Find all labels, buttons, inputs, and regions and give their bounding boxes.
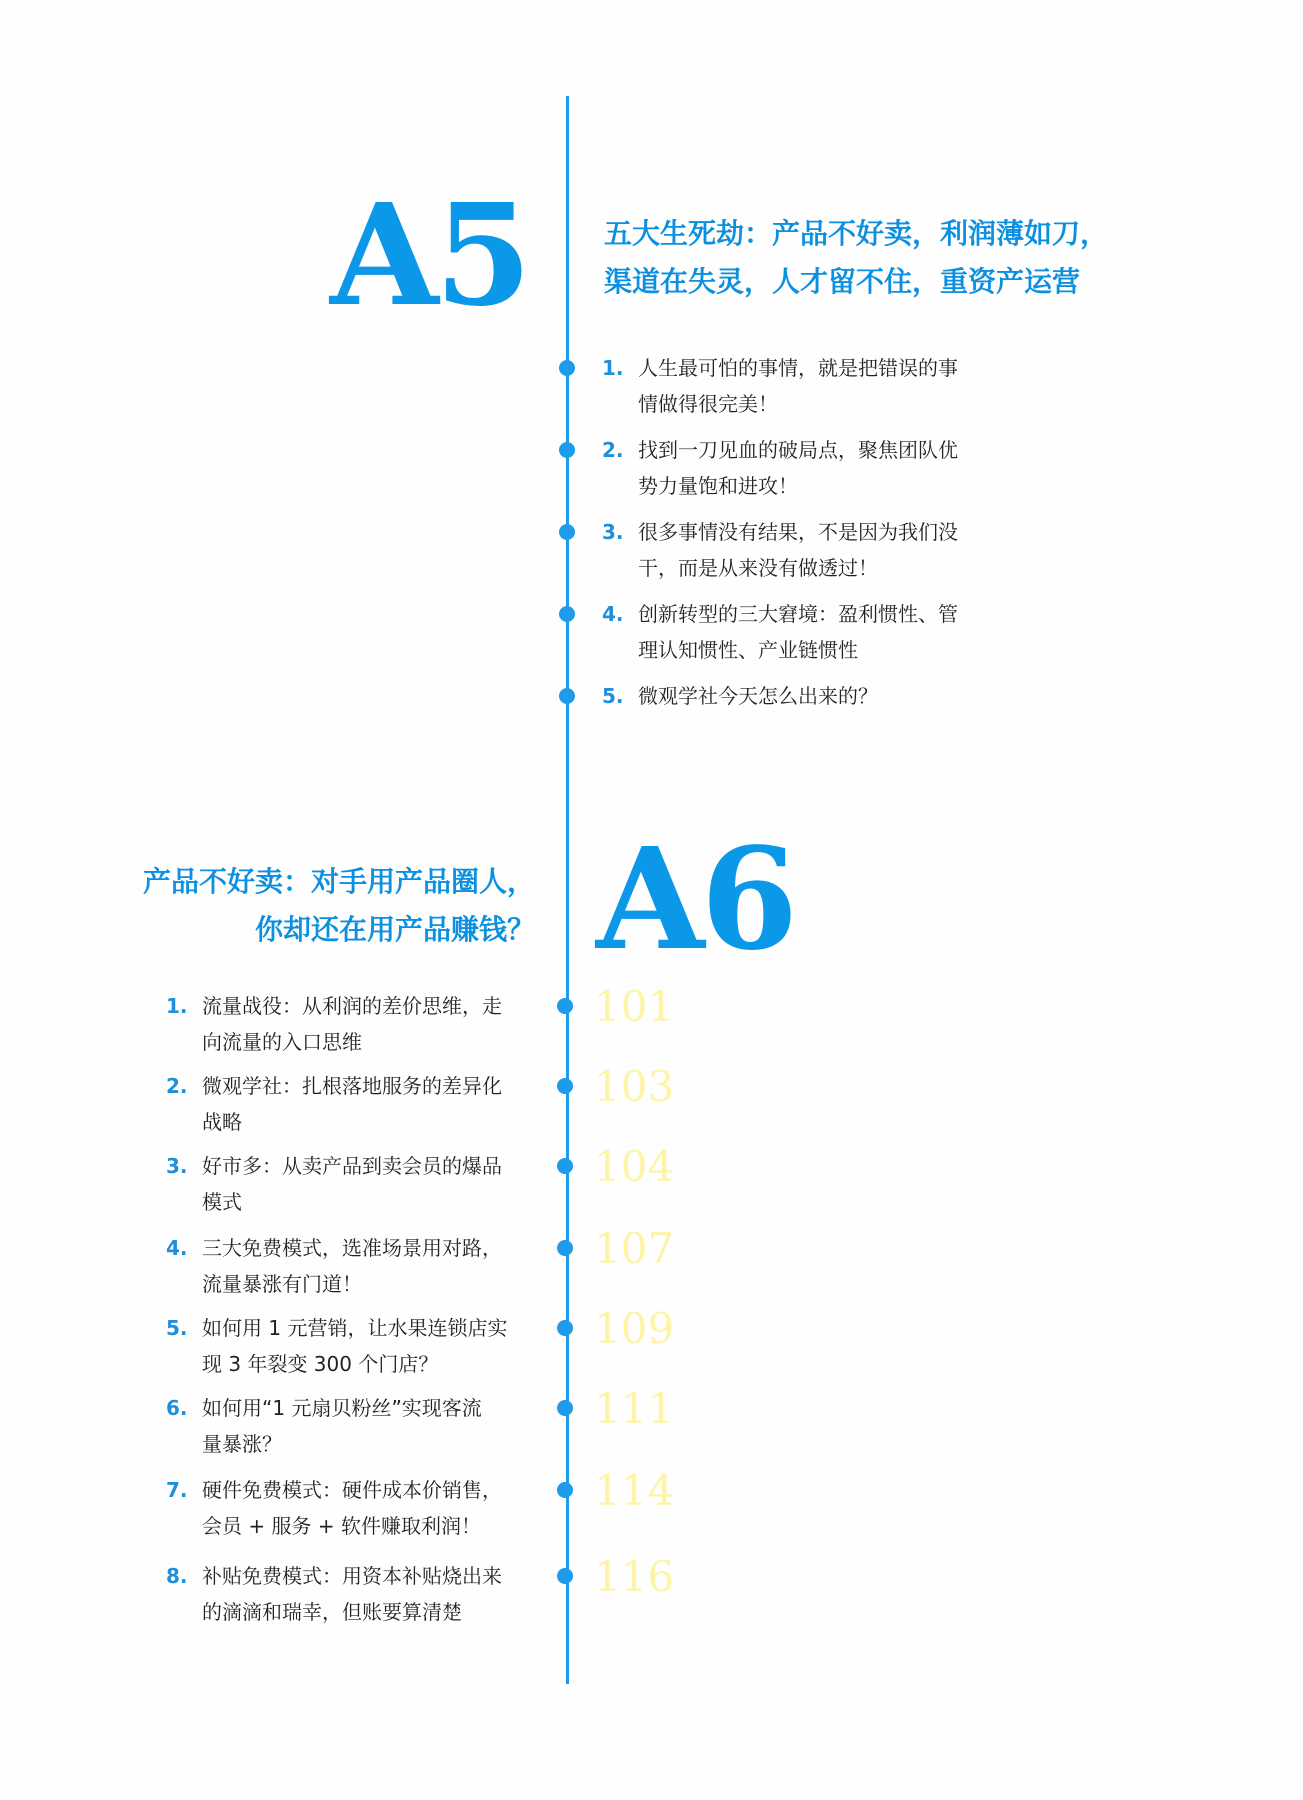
item-title: 硬件免费模式：硬件成本价销售， 会员 + 服务 + 软件赚取利润！: [202, 1478, 502, 1538]
item-number: 6.: [166, 1396, 188, 1420]
item-title: 如何用 1 元营销，让水果连锁店实 现 3 年裂变 300 个门店？: [202, 1316, 508, 1376]
item-number: 3.: [602, 520, 624, 544]
item-number: 4.: [602, 602, 624, 626]
timeline-dot: [557, 1400, 573, 1416]
timeline-dot: [559, 442, 575, 458]
item-number: 1.: [166, 994, 188, 1018]
timeline-dot: [557, 1568, 573, 1584]
item-number: 8.: [166, 1564, 188, 1588]
section-a6-title-line1: 产品不好卖：对手用产品圈人，: [142, 865, 535, 898]
page-number: 116: [594, 1552, 675, 1601]
item-number: 1.: [602, 356, 624, 380]
timeline-dot: [557, 1078, 573, 1094]
item-title: 人生最可怕的事情，就是把错误的事 情做得很完美！: [638, 356, 958, 416]
item-title: 三大免费模式，选准场景用对路， 流量暴涨有门道！: [202, 1236, 502, 1296]
item-title: 流量战役：从利润的差价思维，走 向流量的入口思维: [202, 994, 502, 1054]
page-number: 104: [594, 1142, 675, 1191]
item-number: 2.: [166, 1074, 188, 1098]
item-number: 2.: [602, 438, 624, 462]
item-number: 7.: [166, 1478, 188, 1502]
section-a5-title-line1: 五大生死劫：产品不好卖，利润薄如刀，: [604, 217, 1109, 250]
page-number: 111: [594, 1384, 675, 1433]
item-number: 5.: [602, 684, 624, 708]
item-number: 5.: [166, 1316, 188, 1340]
timeline-dot: [559, 360, 575, 376]
item-title: 很多事情没有结果，不是因为我们没 干，而是从来没有做透过！: [638, 520, 958, 580]
page-number: 109: [594, 1304, 675, 1353]
section-a5-label: A5: [330, 174, 529, 338]
timeline-dot: [559, 606, 575, 622]
section-a6-title: [143, 858, 535, 954]
section-a6-label: A6: [596, 818, 795, 982]
page-number: 101: [594, 982, 675, 1031]
item-number: 3.: [166, 1154, 188, 1178]
timeline-dot: [557, 1158, 573, 1174]
timeline-dot: [557, 1320, 573, 1336]
item-title: 找到一刀见血的破局点，聚焦团队优 势力量饱和进攻！: [638, 438, 958, 498]
item-title: 微观学社：扎根落地服务的差异化 战略: [202, 1074, 502, 1134]
timeline-dot: [557, 998, 573, 1014]
section-a5-title: [604, 210, 1108, 306]
timeline-dot: [559, 524, 575, 540]
item-number: 4.: [166, 1236, 188, 1260]
timeline-dot: [557, 1482, 573, 1498]
page-number: 114: [594, 1466, 675, 1515]
section-a6-title-line2: 你却还在用产品赚钱？: [254, 913, 535, 946]
item-title: 补贴免费模式：用资本补贴烧出来 的滴滴和瑞幸，但账要算清楚: [202, 1564, 502, 1624]
item-title: 好市多：从卖产品到卖会员的爆品 模式: [202, 1154, 502, 1214]
item-title: 如何用“1 元扇贝粉丝”实现客流 量暴涨？: [202, 1396, 482, 1456]
timeline-dot: [557, 1240, 573, 1256]
page-number: 103: [594, 1062, 675, 1111]
page-number: 107: [594, 1224, 675, 1273]
item-title: 创新转型的三大窘境：盈利惯性、管 理认知惯性、产业链惯性: [638, 602, 958, 662]
timeline-dot: [559, 688, 575, 704]
item-title: 微观学社今天怎么出来的？: [638, 684, 878, 708]
timeline-line: [566, 96, 569, 1684]
section-a5-title-line2: 渠道在失灵，人才留不住，重资产运营: [604, 265, 1081, 298]
